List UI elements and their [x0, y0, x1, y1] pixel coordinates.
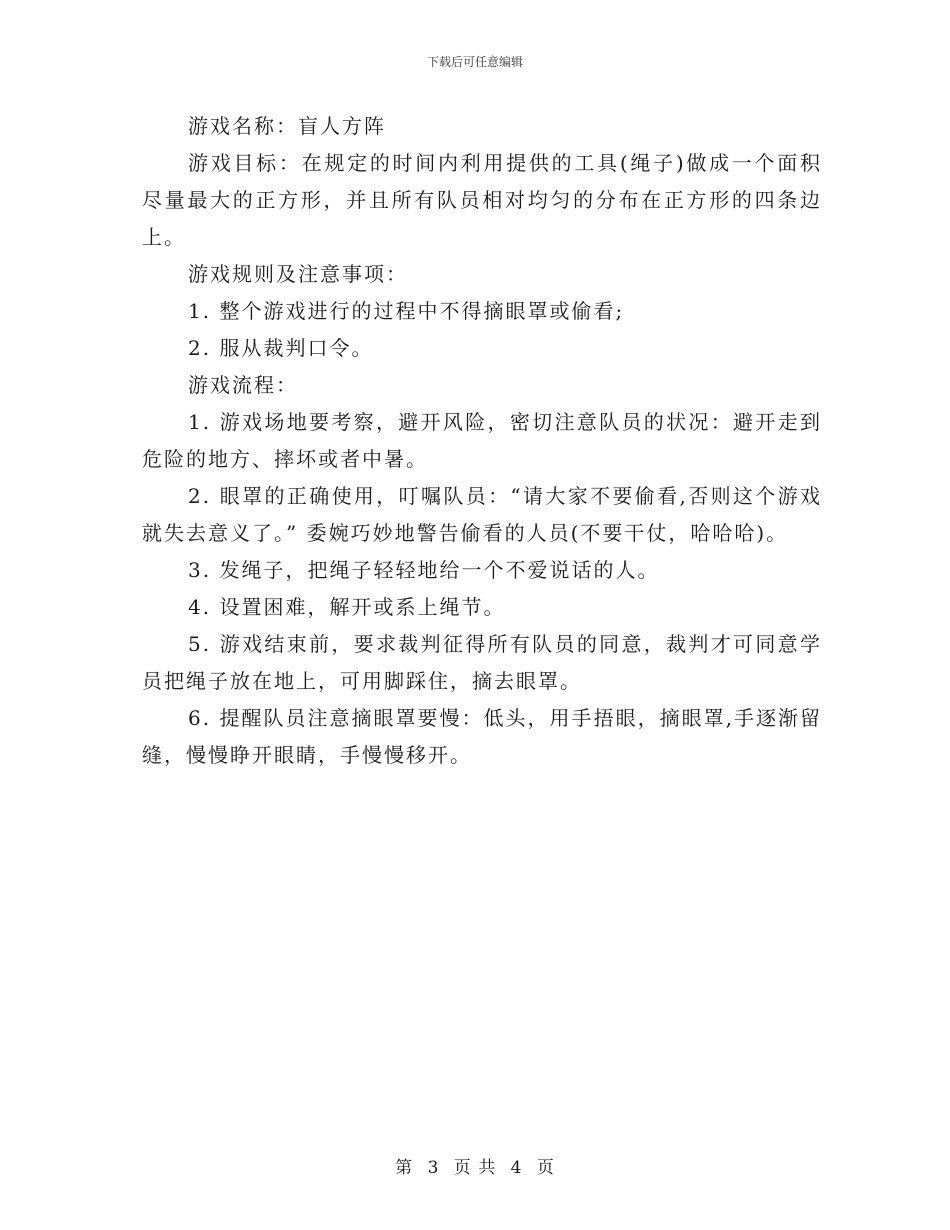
rule-item-1: 1. 整个游戏进行的过程中不得摘眼罩或偷看;	[188, 299, 625, 323]
game-name-paragraph: 游戏名称：盲人方阵	[188, 114, 386, 138]
process-item-5: 5. 游戏结束前，要求裁判征得所有队员的同意，裁判才可同意学员把绳子放在地上，可用脚踩住，摘去眼罩。	[142, 632, 822, 693]
current-page-number: 3	[427, 1158, 440, 1178]
rule-item-2: 2. 服从裁判口令。	[188, 336, 374, 360]
process-heading: 游戏流程：	[188, 373, 298, 397]
process-item-6: 6. 提醒队员注意摘眼罩要慢：低头，用手捂眼，摘眼罩,手逐渐留缝，慢慢睁开眼睛，手慢慢移开。	[142, 706, 822, 767]
document-body	[142, 108, 822, 774]
process-item-2: 2. 眼罩的正确使用，叮嘱队员：“请大家不要偷看,否则这个游戏就失去意义了。” 委婉巧妙地警告偷看的人员(不要干仗，哈哈哈)。	[142, 484, 822, 545]
rules-heading: 游戏规则及注意事项：	[188, 262, 408, 286]
total-pages-number: 4	[510, 1158, 523, 1178]
process-item-1: 1. 游戏场地要考察，避开风险，密切注意队员的状况：避开走到危险的地方、摔坏或者中暑。	[142, 410, 822, 471]
game-goal-paragraph: 游戏目标：在规定的时间内利用提供的工具(绳子)做成一个面积尽量最大的正方形，并且所有队员相对均匀的分布在正方形的四条边上。	[142, 151, 822, 249]
process-item-3: 3. 发绳子，把绳子轻轻地给一个不爱说话的人。	[188, 558, 660, 582]
page-label-prefix: 第	[395, 1158, 414, 1178]
page-label-mid: 页 共	[453, 1158, 497, 1178]
page-header: 下载后可任意编辑	[426, 55, 523, 69]
process-item-4: 4. 设置困难，解开或系上绳节。	[188, 595, 506, 619]
page-label-suffix: 页	[536, 1158, 555, 1178]
page-footer	[0, 1153, 950, 1178]
